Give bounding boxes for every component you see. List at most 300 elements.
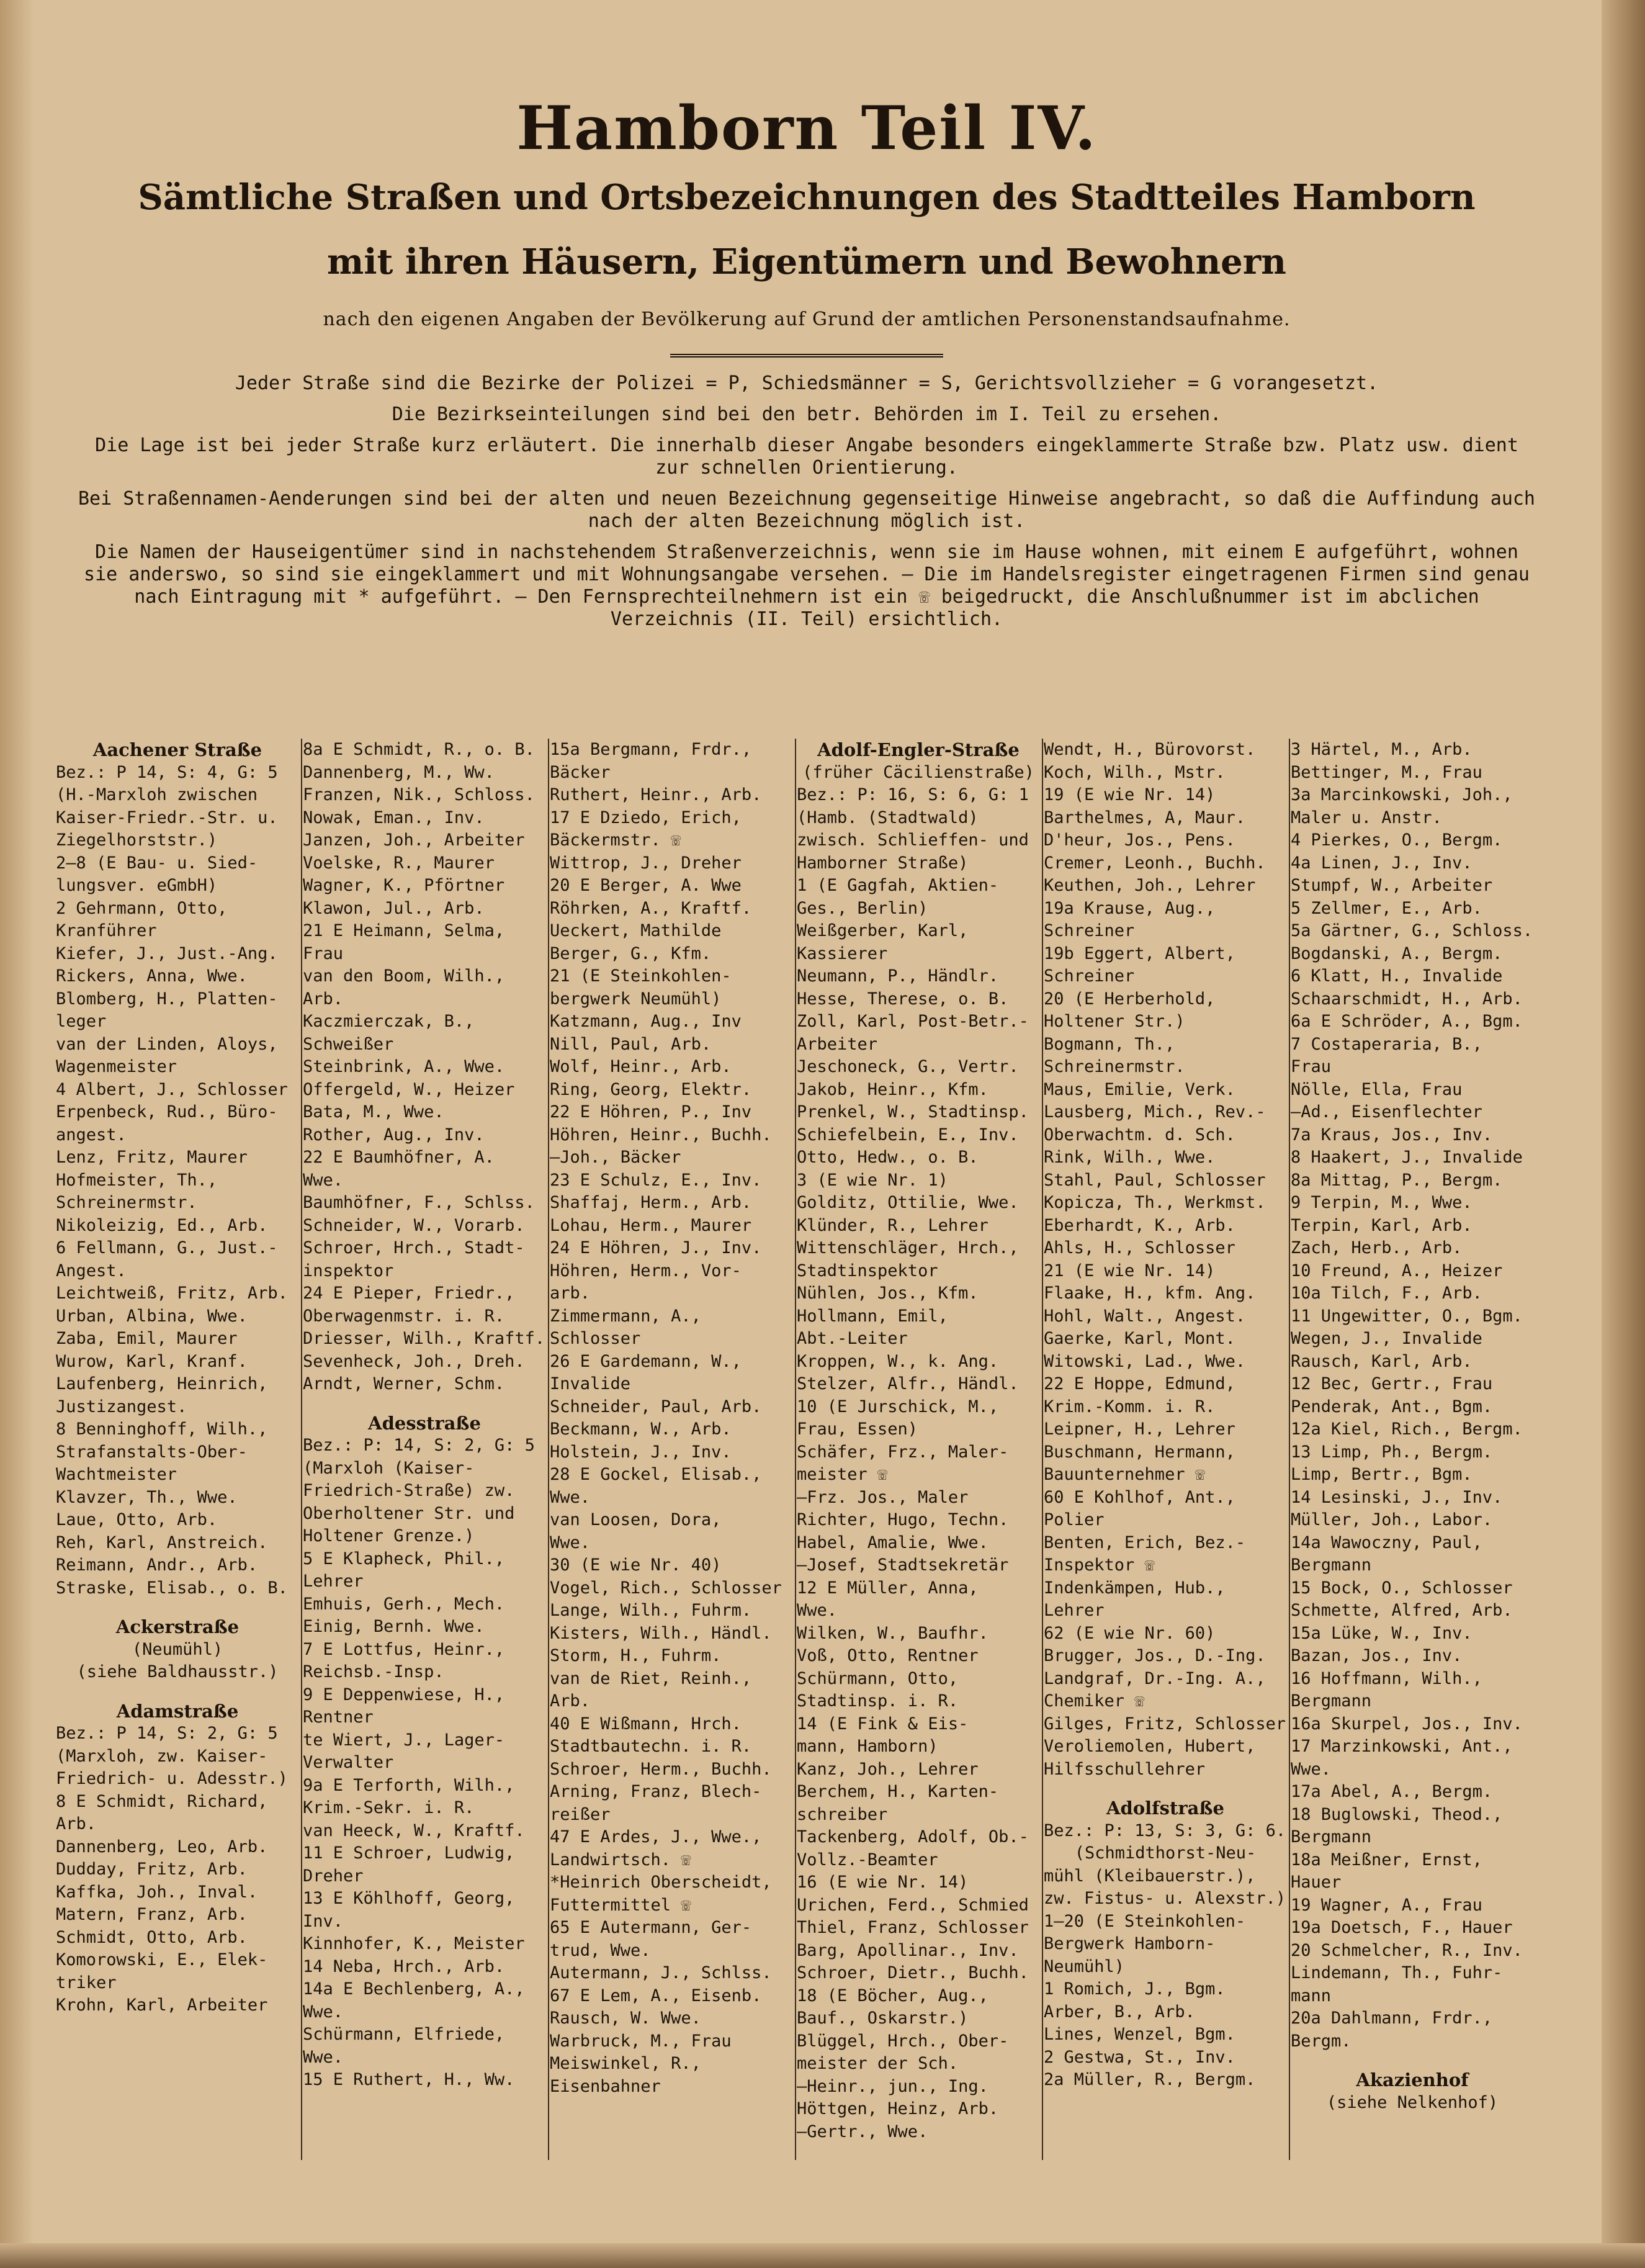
directory-line: Komorowski, E., Elek- <box>56 1950 268 1969</box>
directory-column-5 <box>1044 739 1287 2160</box>
directory-line: 15a Bergmann, Frdr., <box>550 740 752 759</box>
directory-line: (Schmidthorst-Neu- <box>1074 1843 1257 1863</box>
directory-line: Stahl, Paul, Schlosser <box>1044 1170 1266 1190</box>
directory-line: Oberwachtm. d. Sch. <box>1044 1125 1235 1145</box>
directory-line: 67 E Lem, A., Eisenb. <box>550 1986 762 2005</box>
directory-line: Polier <box>1044 1510 1105 1529</box>
directory-line: meister ☏ <box>797 1465 888 1484</box>
directory-column-6 <box>1291 739 1534 2160</box>
street-directory-columns <box>56 739 1533 2228</box>
directory-line: 18 Buglowski, Theod., <box>1291 1804 1503 1824</box>
directory-line: Justizangest. <box>56 1397 187 1416</box>
directory-line: 6 Klatt, H., Invalide <box>1291 966 1503 986</box>
directory-line: Hilfsschullehrer <box>1044 1759 1206 1779</box>
directory-line: Bergwerk Hamborn- <box>1044 1934 1216 1953</box>
directory-line: 22 E Hoppe, Edmund, <box>1044 1374 1235 1393</box>
directory-line: 10 (E Jurschick, M., <box>797 1397 999 1416</box>
directory-line: 23 E Schulz, E., Inv. <box>550 1170 762 1190</box>
directory-line: 62 (E wie Nr. 60) <box>1044 1623 1216 1643</box>
directory-line: Bez.: P 14, S: 2, G: 5 <box>56 1724 278 1743</box>
directory-line: Inv. <box>303 1911 344 1931</box>
directory-line: 7 E Lottfus, Heinr., <box>303 1639 505 1659</box>
intro-paragraph: Die Bezirkseinteilungen sind bei den betr. Behörden im I. Teil zu ersehen. <box>392 403 1222 425</box>
directory-line: Dudday, Fritz, Arb. <box>56 1860 248 1879</box>
directory-line: Klünder, R., Lehrer <box>797 1215 988 1235</box>
street-heading: Adesstraße <box>368 1412 481 1434</box>
directory-line: Dannenberg, M., Ww. <box>303 762 495 782</box>
directory-line: Lange, Wilh., Fuhrm. <box>550 1601 752 1620</box>
directory-line: (Hamb. (Stadtwald) <box>797 808 979 827</box>
directory-line: 4a Linen, J., Inv. <box>1291 853 1472 873</box>
directory-line: Hauer <box>1291 1873 1342 1892</box>
directory-line: 3a Marcinkowski, Joh., <box>1291 785 1513 804</box>
directory-line: Urban, Albina, Wwe. <box>56 1306 248 1326</box>
directory-line: Neumühl) <box>1044 1956 1125 1976</box>
directory-line: Holtener Grenze.) <box>303 1526 475 1546</box>
directory-line: 16a Skurpel, Jos., Inv. <box>1291 1714 1523 1734</box>
directory-line: Stadtbautechn. i. R. <box>550 1737 752 1756</box>
directory-line: Rickers, Anna, Wwe. <box>56 966 248 986</box>
directory-line: Reh, Karl, Anstreich. <box>56 1532 268 1552</box>
directory-line: Schmidt, Otto, Arb. <box>56 1927 248 1947</box>
street-heading: Adamstraße <box>116 1700 239 1722</box>
directory-line: Friedrich-Straße) zw. <box>303 1481 515 1500</box>
directory-line: Ueckert, Mathilde <box>550 921 722 940</box>
directory-line: Lehrer <box>1044 1601 1105 1620</box>
directory-line: 22 E Baumhöfner, A. <box>303 1148 495 1167</box>
directory-line: triker <box>56 1973 117 1992</box>
directory-line: angest. <box>56 1125 127 1145</box>
directory-line: Lindemann, Th., Fuhr- <box>1291 1963 1503 1982</box>
directory-line: Arb. <box>303 989 344 1009</box>
directory-line: Rother, Aug., Inv. <box>303 1125 485 1145</box>
directory-line: Beckmann, W., Arb. <box>550 1420 732 1439</box>
directory-line: Bäckermstr. ☏ <box>550 830 681 850</box>
directory-line: 21 (E Steinkohlen- <box>550 966 732 986</box>
directory-line: Stelzer, Alfr., Händl. <box>797 1374 1019 1393</box>
directory-line: 4 Albert, J., Schlosser <box>56 1079 288 1099</box>
directory-line: zwisch. Schlieffen- und <box>797 830 1029 850</box>
section-gap <box>1291 2053 1534 2069</box>
street-heading: Ackerstraße <box>115 1616 240 1637</box>
directory-line: Bergmann <box>1291 1691 1372 1711</box>
page-subnote: nach den eigenen Angaben der Bevölkerung auf Grund der amtlichen Personenstandsaufnahme. <box>323 308 1291 330</box>
directory-line: Schäfer, Frz., Maler- <box>797 1442 1009 1462</box>
directory-line: Witowski, Lad., Wwe. <box>1044 1351 1246 1371</box>
directory-line: Barthelmes, A, Maur. <box>1044 808 1246 827</box>
directory-line: Abt.-Leiter <box>797 1329 908 1348</box>
directory-line: Erpenbeck, Rud., Büro- <box>56 1102 278 1122</box>
directory-line: Emhuis, Gerh., Mech. <box>303 1594 505 1614</box>
directory-line: Dannenberg, Leo, Arb. <box>56 1837 268 1856</box>
directory-line: Hofmeister, Th., <box>56 1170 218 1190</box>
directory-line: Vogel, Rich., Schlosser <box>550 1578 782 1598</box>
directory-line: Rausch, W. Wwe. <box>550 2009 701 2028</box>
directory-line: 11 E Schroer, Ludwig, <box>303 1843 515 1863</box>
directory-line: (H.-Marxloh zwischen <box>56 785 258 804</box>
directory-line: Schreiner <box>1044 921 1135 940</box>
directory-line: Arning, Franz, Blech- <box>550 1782 762 1801</box>
directory-line: schreiber <box>797 1804 888 1824</box>
directory-line: Schreiner <box>1044 966 1135 986</box>
directory-line: 5 Zellmer, E., Arb. <box>1291 898 1482 918</box>
directory-line: Baumhöfner, F., Schlss. <box>303 1193 535 1212</box>
page-subtitle-line-2: mit ihren Häusern, Eigentümern und Bewohnern <box>326 241 1286 282</box>
directory-line: Wwe. <box>303 2002 344 2022</box>
directory-line: meister der Sch. <box>797 2054 959 2073</box>
directory-line: Benten, Erich, Bez.- <box>1044 1532 1246 1552</box>
directory-line: Kaffka, Joh., Inval. <box>56 1882 258 1902</box>
directory-line: Strafanstalts-Ober- <box>56 1442 248 1462</box>
directory-line: Golditz, Ottilie, Wwe. <box>797 1193 1019 1212</box>
directory-line: Frau <box>1291 1057 1332 1076</box>
street-heading: Akazienhof <box>1356 2069 1469 2090</box>
directory-line: Wwe. <box>797 1601 838 1620</box>
directory-line: arb. <box>550 1284 591 1303</box>
directory-line: Röhrken, A., Kraftf. <box>550 898 752 918</box>
directory-line: Dreher <box>303 1866 364 1886</box>
directory-line: 17 E Dziedo, Erich, <box>550 808 742 827</box>
directory-line: van den Boom, Wilh., <box>303 966 505 986</box>
directory-line: 21 (E wie Nr. 14) <box>1044 1261 1216 1280</box>
directory-line: Bazan, Jos., Inv. <box>1291 1646 1463 1665</box>
directory-line: bergwerk Neumühl) <box>550 989 722 1009</box>
directory-line: Kaiser-Friedr.-Str. u. <box>56 808 278 827</box>
directory-line: 8 Haakert, J., Invalide <box>1291 1148 1523 1167</box>
directory-line: 6a E Schröder, A., Bgm. <box>1291 1012 1523 1031</box>
directory-line: 6 Fellmann, G., Just.- <box>56 1238 278 1258</box>
directory-line: —Ad., Eisenflechter <box>1291 1102 1482 1122</box>
page-bottom-edge <box>0 2243 1645 2268</box>
directory-line: 24 E Höhren, J., Inv. <box>550 1238 762 1258</box>
directory-line: 14 Lesinski, J., Inv. <box>1291 1487 1503 1507</box>
directory-line: Landgraf, Dr.-Ing. A., <box>1044 1668 1266 1688</box>
page-left-edge <box>0 0 34 2268</box>
directory-line: Kranführer <box>56 921 157 940</box>
directory-line: Ahls, H., Schlosser <box>1044 1238 1235 1258</box>
directory-line: Shaffaj, Herm., Arb. <box>550 1193 752 1212</box>
directory-column-3 <box>550 739 793 2160</box>
directory-line: Wachtmeister <box>56 1465 177 1484</box>
directory-line: Ziegelhorststr.) <box>56 830 218 850</box>
directory-line: Franzen, Nik., Schloss. <box>303 785 535 804</box>
directory-line: Kanz, Joh., Lehrer <box>797 1759 979 1779</box>
directory-line: Kisters, Wilh., Händl. <box>550 1623 772 1643</box>
directory-line: Chemiker ☏ <box>1044 1691 1145 1711</box>
directory-line: 14 Neba, Hrch., Arb. <box>303 1956 505 1976</box>
directory-line: 2—8 (E Bau- u. Sied- <box>56 853 258 873</box>
directory-line: (siehe Baldhausstr.) <box>76 1662 279 1681</box>
directory-line: 1 Romich, J., Bgm. <box>1044 1979 1226 1999</box>
directory-line: Frau, Essen) <box>797 1420 918 1439</box>
directory-line: 11 Ungewitter, O., Bgm. <box>1291 1306 1523 1326</box>
directory-line: 17a Abel, A., Bergm. <box>1291 1782 1493 1801</box>
directory-line: Neumann, P., Händlr. <box>797 966 999 986</box>
directory-line: Arbeiter <box>797 1034 878 1054</box>
directory-line: Zoll, Karl, Post-Betr.- <box>797 1012 1029 1031</box>
directory-line: Wendt, H., Bürovorst. <box>1044 740 1256 759</box>
directory-line: Schweißer <box>303 1034 394 1054</box>
directory-line: 2 Gestwa, St., Inv. <box>1044 2047 1235 2067</box>
directory-line: Maler u. Anstr. <box>1291 808 1442 827</box>
directory-line: Ruthert, Heinr., Arb. <box>550 785 762 804</box>
directory-line: Schroer, Dietr., Buchh. <box>797 1963 1029 1982</box>
directory-line: 13 Limp, Ph., Bergm. <box>1291 1442 1493 1462</box>
directory-column-1 <box>56 739 299 2160</box>
directory-line: Wurow, Karl, Kranf. <box>56 1351 248 1371</box>
column-separator <box>1289 739 1290 2160</box>
directory-line: —Gertr., Wwe. <box>797 2122 928 2141</box>
directory-line: Maus, Emilie, Verk. <box>1044 1079 1235 1099</box>
directory-line: Schaarschmidt, H., Arb. <box>1291 989 1523 1009</box>
directory-line: Ges., Berlin) <box>797 898 928 918</box>
column-separator <box>301 739 302 2160</box>
directory-line: Matern, Franz, Arb. <box>56 1905 248 1924</box>
directory-line: Krim.-Komm. i. R. <box>1044 1397 1216 1416</box>
directory-line: 8 Benninghoff, Wilh., <box>56 1420 268 1439</box>
directory-line: Bogdanski, A., Bergm. <box>1291 943 1503 963</box>
directory-line: Invalide <box>550 1374 631 1393</box>
directory-line: 47 E Ardes, J., Wwe., <box>550 1827 762 1847</box>
directory-line: 15 Bock, O., Schlosser <box>1291 1578 1513 1598</box>
directory-line: 16 Hoffmann, Wilh., <box>1291 1668 1482 1688</box>
directory-line: Hamborner Straße) <box>797 853 969 873</box>
directory-line: Zimmermann, A., <box>550 1306 701 1326</box>
directory-line: Friedrich- u. Adesstr.) <box>56 1769 288 1788</box>
directory-line: Urichen, Ferd., Schmied <box>797 1895 1029 1915</box>
directory-line: Kassierer <box>797 943 888 963</box>
directory-line: Voß, Otto, Rentner <box>797 1646 979 1665</box>
intro-paragraph: Die Lage ist bei jeder Straße kurz erläutert. Die innerhalb dieser Angabe besonders eingeklammerte Straße bzw. Platz usw. dient zur schnellen Orientierung. <box>95 434 1518 479</box>
directory-line: Landwirtsch. ☏ <box>550 1850 691 1870</box>
directory-line: lungsver. eGmbH) <box>56 876 218 895</box>
directory-line: Höhren, Heinr., Buchh. <box>550 1125 772 1145</box>
directory-line: inspektor <box>303 1261 394 1280</box>
directory-line: Hollmann, Emil, <box>797 1306 948 1326</box>
directory-line: mann <box>1291 1986 1332 2005</box>
directory-line: Rausch, Karl, Arb. <box>1291 1351 1472 1371</box>
directory-line: Höttgen, Heinz, Arb. <box>797 2099 999 2118</box>
directory-line: Wolf, Heinr., Arb. <box>550 1057 732 1076</box>
directory-line: Leichtweiß, Fritz, Arb. <box>56 1284 288 1303</box>
directory-line: Meiswinkel, R., <box>550 2054 701 2073</box>
directory-line: Leipner, H., Lehrer <box>1044 1420 1235 1439</box>
directory-line: Nowak, Eman., Inv. <box>303 808 485 827</box>
directory-line: 15 E Ruthert, H., Ww. <box>303 2070 515 2089</box>
directory-line: Bauf., Oskarstr.) <box>797 2009 969 2028</box>
directory-line: Bergm. <box>1291 2031 1351 2051</box>
section-gap <box>303 1396 546 1412</box>
directory-line: Koch, Wilh., Mstr. <box>1044 762 1226 782</box>
directory-line: Höhren, Herm., Vor- <box>550 1261 742 1280</box>
directory-line: 12 Bec, Gertr., Frau <box>1291 1374 1493 1393</box>
directory-line: Lenz, Fritz, Maurer <box>56 1148 248 1167</box>
directory-line: Klavzer, Th., Wwe. <box>56 1487 238 1507</box>
directory-line: 10a Tilch, F., Arb. <box>1291 1284 1482 1303</box>
directory-line: Richter, Hugo, Techn. <box>797 1510 1009 1529</box>
directory-line: Offergeld, W., Heizer <box>303 1079 515 1099</box>
directory-line: Bez.: P 14, S: 4, G: 5 <box>56 762 278 782</box>
directory-line: Storm, H., Fuhrm. <box>550 1646 722 1665</box>
directory-line: 30 (E wie Nr. 40) <box>550 1555 722 1575</box>
directory-line: mühl (Kleibauerstr.), <box>1044 1866 1256 1886</box>
directory-line: Schroer, Hrch., Stadt- <box>303 1238 525 1258</box>
directory-line: 2 Gehrmann, Otto, <box>56 898 228 918</box>
directory-line: 12 E Müller, Anna, <box>797 1578 979 1598</box>
directory-line: Schneider, Paul, Arb. <box>550 1397 762 1416</box>
directory-line: 19 (E wie Nr. 14) <box>1044 785 1216 804</box>
directory-line: Straske, Elisab., o. B. <box>56 1578 288 1598</box>
directory-line: Nill, Paul, Arb. <box>550 1034 712 1054</box>
directory-line: 19a Krause, Aug., <box>1044 898 1216 918</box>
directory-line: Bäcker <box>550 762 611 782</box>
street-heading: Adolfstraße <box>1106 1798 1224 1819</box>
directory-line: Reimann, Andr., Arb. <box>56 1555 258 1575</box>
directory-line: Blomberg, H., Platten- <box>56 989 278 1009</box>
page-title: Hamborn Teil IV. <box>516 93 1097 163</box>
directory-line: Oberwagenmstr. i. R. <box>303 1306 505 1326</box>
directory-column-4 <box>797 739 1040 2160</box>
directory-line: Hohl, Walt., Angest. <box>1044 1306 1246 1326</box>
directory-line: Blüggel, Hrch., Ober- <box>797 2031 1009 2051</box>
directory-line: Ring, Georg, Elektr. <box>550 1079 752 1099</box>
directory-line: 7 Costaperaria, B., <box>1291 1034 1482 1054</box>
directory-line: Kaczmierczak, B., <box>303 1012 475 1031</box>
directory-line: Steinbrink, A., Wwe. <box>303 1057 505 1076</box>
directory-line: Prenkel, W., Stadtinsp. <box>797 1102 1029 1122</box>
directory-line: Terpin, Karl, Arb. <box>1291 1215 1472 1235</box>
directory-line: Schmette, Alfred, Arb. <box>1291 1601 1513 1620</box>
directory-line: Lohau, Herm., Maurer <box>550 1215 752 1235</box>
directory-line: van Loosen, Dora, <box>550 1510 722 1529</box>
directory-line: Kopicza, Th., Werkmst. <box>1044 1193 1266 1212</box>
directory-line: Sevenheck, Joh., Dreh. <box>303 1351 525 1371</box>
directory-line: Warbruck, M., Frau <box>550 2031 732 2051</box>
directory-line: —Joh., Bäcker <box>550 1148 681 1167</box>
directory-line: 3 (E wie Nr. 1) <box>797 1170 948 1190</box>
directory-line: Oberholtener Str. und <box>303 1503 515 1523</box>
directory-line: 19b Eggert, Albert, <box>1044 943 1235 963</box>
directory-line: Buschmann, Hermann, <box>1044 1442 1235 1462</box>
directory-line: Bez.: P: 13, S: 3, G: 6. <box>1044 1820 1286 1840</box>
directory-line: Penderak, Ant., Bgm. <box>1291 1397 1493 1416</box>
directory-line: Laufenberg, Heinrich, <box>56 1374 268 1393</box>
directory-line: Stumpf, W., Arbeiter <box>1291 876 1493 895</box>
directory-line: 28 E Gockel, Elisab., <box>550 1465 762 1484</box>
column-separator <box>548 739 549 2160</box>
directory-line: Limp, Bertr., Bgm. <box>1291 1465 1472 1484</box>
directory-line: Schreinermstr. <box>56 1193 197 1212</box>
directory-line: Angest. <box>56 1261 127 1280</box>
directory-line: 20 Schmelcher, R., Inv. <box>1291 1940 1523 1960</box>
directory-line: Wittenschläger, Hrch., <box>797 1238 1019 1258</box>
directory-line: Janzen, Joh., Arbeiter <box>303 830 525 850</box>
directory-line: Wwe. <box>550 1487 591 1507</box>
directory-line: van de Riet, Reinh., <box>550 1668 752 1688</box>
directory-line: Katzmann, Aug., Inv <box>550 1012 742 1031</box>
directory-line: Müller, Joh., Labor. <box>1291 1510 1493 1529</box>
directory-line: 4 Pierkes, O., Bergm. <box>1291 830 1503 850</box>
directory-line: 24 E Pieper, Friedr., <box>303 1284 515 1303</box>
directory-line: 17 Marzinkowski, Ant., <box>1291 1737 1513 1756</box>
directory-line: mann, Hamborn) <box>797 1737 938 1756</box>
directory-line: Krim.-Sekr. i. R. <box>303 1798 475 1817</box>
directory-line: Berger, G., Kfm. <box>550 943 712 963</box>
directory-line: Schürmann, Otto, <box>797 1668 959 1688</box>
directory-line: Jakob, Heinr., Kfm. <box>797 1079 988 1099</box>
directory-line: Nühlen, Jos., Kfm. <box>797 1284 979 1303</box>
directory-line: 1 (E Gagfah, Aktien- <box>797 876 999 895</box>
directory-line: 8 E Schmidt, Richard, <box>56 1791 268 1811</box>
directory-line: 18 (E Böcher, Aug., <box>797 1986 988 2005</box>
directory-line: 65 E Autermann, Ger- <box>550 1918 752 1937</box>
directory-line: 14a E Bechlenberg, A., <box>303 1979 525 1999</box>
directory-line: Bata, M., Wwe. <box>303 1102 444 1122</box>
directory-line: 21 E Heimann, Selma, <box>303 921 505 940</box>
directory-line: Klawon, Jul., Arb. <box>303 898 485 918</box>
directory-line: Bauunternehmer ☏ <box>1044 1465 1206 1484</box>
directory-line: Schiefelbein, E., Inv. <box>797 1125 1019 1145</box>
directory-line: Lines, Wenzel, Bgm. <box>1044 2025 1235 2044</box>
page-right-edge <box>1602 0 1645 2268</box>
section-gap <box>56 1600 299 1616</box>
directory-line: 13 E Köhlhoff, Georg, <box>303 1889 515 1908</box>
directory-line: Holstein, J., Inv. <box>550 1442 732 1462</box>
directory-line: Thiel, Franz, Schlosser <box>797 1918 1029 1937</box>
directory-line: van Heeck, W., Kraftf. <box>303 1820 525 1840</box>
directory-line: Vollz.-Beamter <box>797 1850 938 1870</box>
directory-line: Bergmann <box>1291 1827 1372 1847</box>
directory-line: Hesse, Therese, o. B. <box>797 989 1009 1009</box>
directory-line: Weißgerber, Karl, <box>797 921 969 940</box>
directory-line: Inspektor ☏ <box>1044 1555 1155 1575</box>
directory-line: Wwe. <box>1291 1759 1332 1779</box>
directory-line: 8a Mittag, P., Bergm. <box>1291 1170 1503 1190</box>
directory-line: (siehe Nelkenhof) <box>1326 2092 1499 2112</box>
page-subtitle-line-1: Sämtliche Straßen und Ortsbezeichnungen des Stadtteiles Hamborn <box>138 177 1476 218</box>
directory-line: 16 (E wie Nr. 14) <box>797 1873 969 1892</box>
section-gap <box>1044 1781 1287 1797</box>
directory-line: Cremer, Leonh., Buchh. <box>1044 853 1266 873</box>
directory-line: 10 Freund, A., Heizer <box>1291 1261 1503 1280</box>
directory-line: 14 (E Fink & Eis- <box>797 1714 969 1734</box>
directory-line: 40 E Wißmann, Hrch. <box>550 1714 742 1734</box>
directory-line: 5a Gärtner, G., Schloss. <box>1291 921 1533 940</box>
directory-line: Kroppen, W., k. Ang. <box>797 1351 999 1371</box>
header-divider <box>670 354 943 358</box>
directory-line: Krohn, Karl, Arbeiter <box>56 1996 268 2015</box>
directory-line: Schlosser <box>550 1329 641 1348</box>
directory-line: Brugger, Jos., D.-Ing. <box>1044 1646 1266 1665</box>
directory-line: zw. Fistus- u. Alexstr.) <box>1044 1889 1286 1908</box>
directory-line: —Frz. Jos., Maler <box>797 1487 969 1507</box>
directory-line: 7a Kraus, Jos., Inv. <box>1291 1125 1493 1145</box>
directory-line: Zach, Herb., Arb. <box>1291 1238 1463 1258</box>
street-heading: Adolf-Engler-Straße <box>817 739 1020 760</box>
directory-line: Barg, Apollinar., Inv. <box>797 1940 1019 1960</box>
directory-column-2 <box>303 739 546 2160</box>
directory-line: Kiefer, J., Just.-Ang. <box>56 943 278 963</box>
directory-line: Nölle, Ella, Frau <box>1291 1079 1463 1099</box>
directory-line: Wwe. <box>303 1170 344 1190</box>
directory-line: Eberhardt, K., Arb. <box>1044 1215 1235 1235</box>
directory-line: 8a E Schmidt, R., o. B. <box>303 740 535 759</box>
directory-line: Indenkämpen, Hub., <box>1044 1578 1226 1598</box>
directory-line: —Heinr., jun., Ing. <box>797 2076 988 2096</box>
directory-line: 9 E Deppenwiese, H., <box>303 1685 505 1704</box>
directory-line: Laue, Otto, Arb. <box>56 1510 218 1529</box>
directory-line: 26 E Gardemann, W., <box>550 1351 742 1371</box>
